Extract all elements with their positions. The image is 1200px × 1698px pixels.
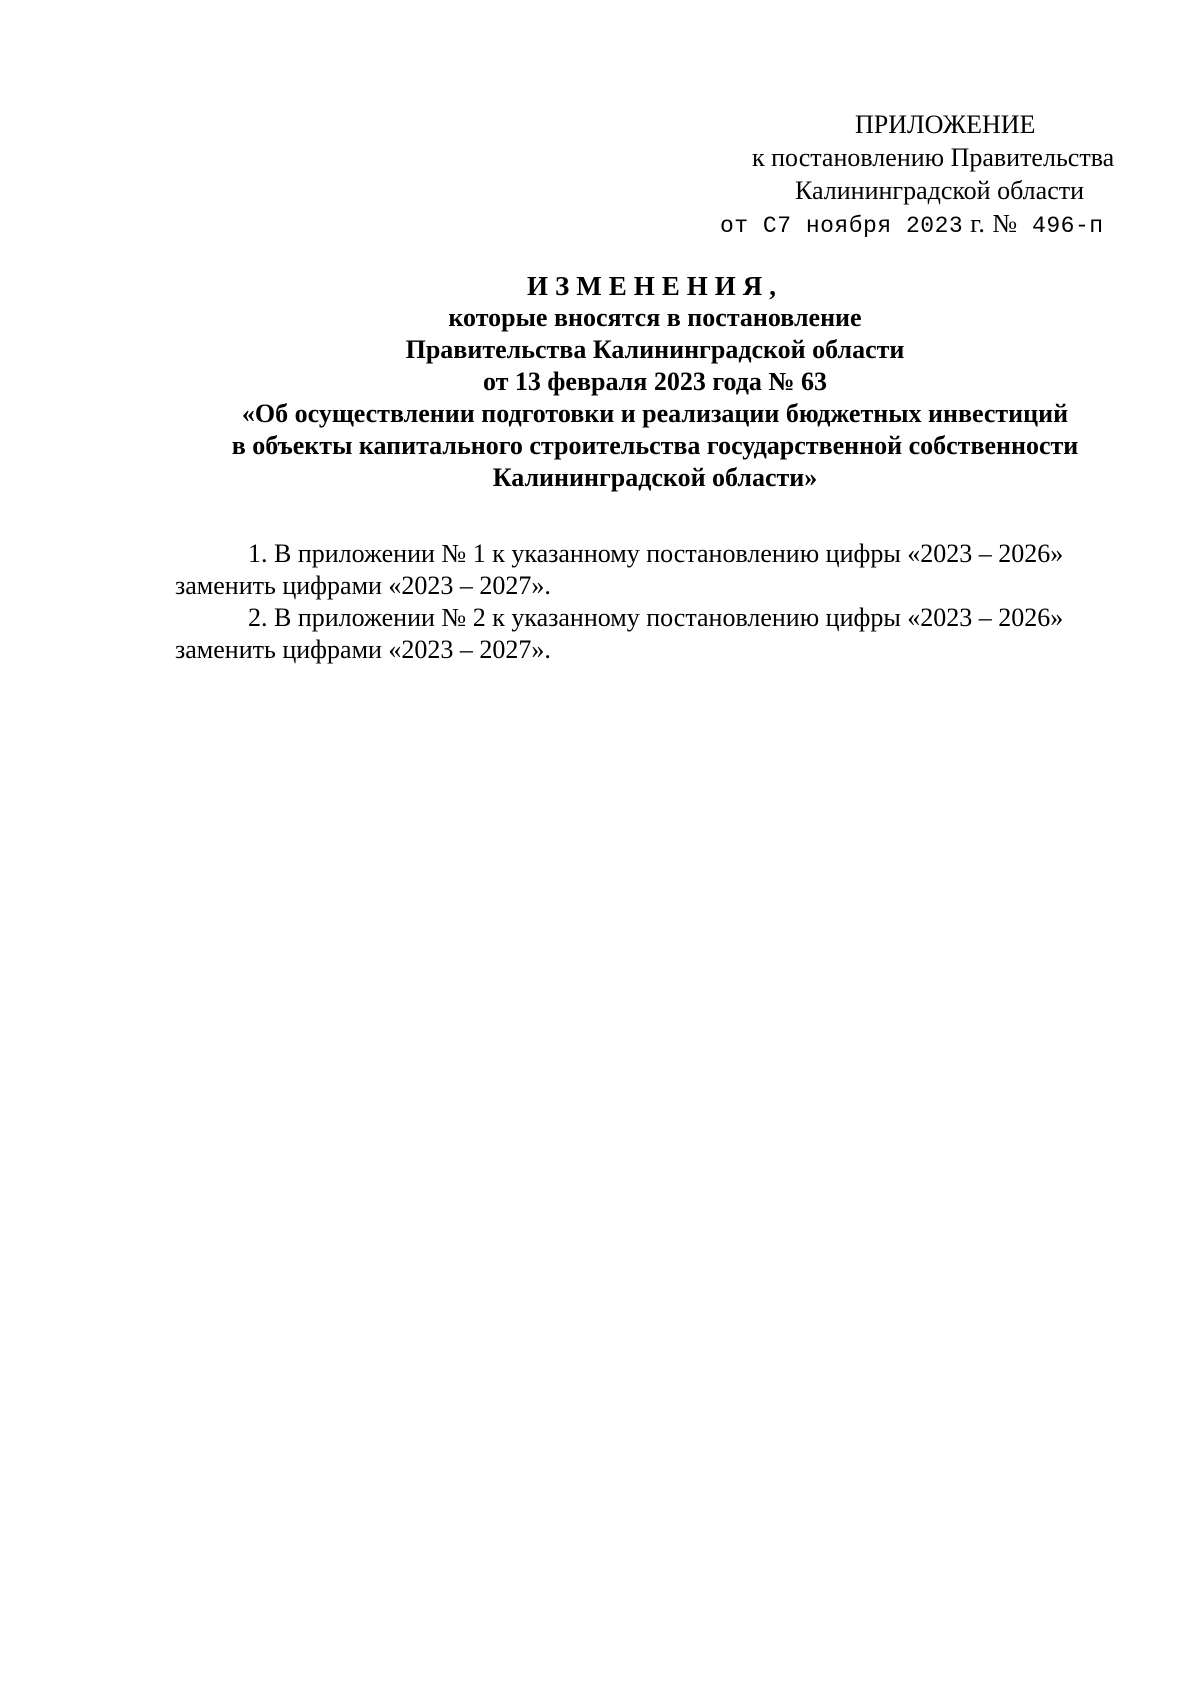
appendix-date-line xyxy=(720,207,1190,240)
resolution-number: 496-п xyxy=(1032,213,1104,239)
title-line: «Об осуществлении подготовки и реализации бюджетных инвестиций xyxy=(241,399,1069,428)
title-line: Правительства Калининградской области xyxy=(405,335,905,364)
document-title-block xyxy=(160,270,1150,494)
title-line: которые вносятся в постановление xyxy=(448,303,862,332)
appendix-resolution-line: к постановлению Правительства xyxy=(752,143,1115,172)
body-item-2-line-1: 2. В приложении № 2 к указанному постановлению цифры «2023 – 2026» xyxy=(248,603,1064,632)
appendix-block xyxy=(700,108,1170,240)
date-year: 2023 xyxy=(905,213,964,239)
body-item-1-line-1: 1. В приложении № 1 к указанному постановлению цифры «2023 – 2026» xyxy=(248,539,1064,568)
body-item-2-line-2: заменить цифрами «2023 – 2027». xyxy=(175,635,551,664)
title-line: в объекты капитального строительства государственной собственности xyxy=(231,431,1079,460)
date-day-month: С7 ноября xyxy=(762,213,892,239)
body-item-1-line-2: заменить цифрами «2023 – 2027». xyxy=(175,571,551,600)
document-heading: ИЗМЕНЕНИЯ, xyxy=(526,271,783,301)
appendix-title: ПРИЛОЖЕНИЕ xyxy=(855,110,1036,139)
title-line: Калининградской области» xyxy=(492,463,818,492)
title-line: от 13 февраля 2023 года № 63 xyxy=(482,367,828,396)
appendix-region-line: Калининградской области xyxy=(795,176,1085,205)
date-prefix: от xyxy=(720,213,749,239)
document-body xyxy=(175,538,1160,666)
date-year-suffix: г. № xyxy=(970,209,1018,238)
